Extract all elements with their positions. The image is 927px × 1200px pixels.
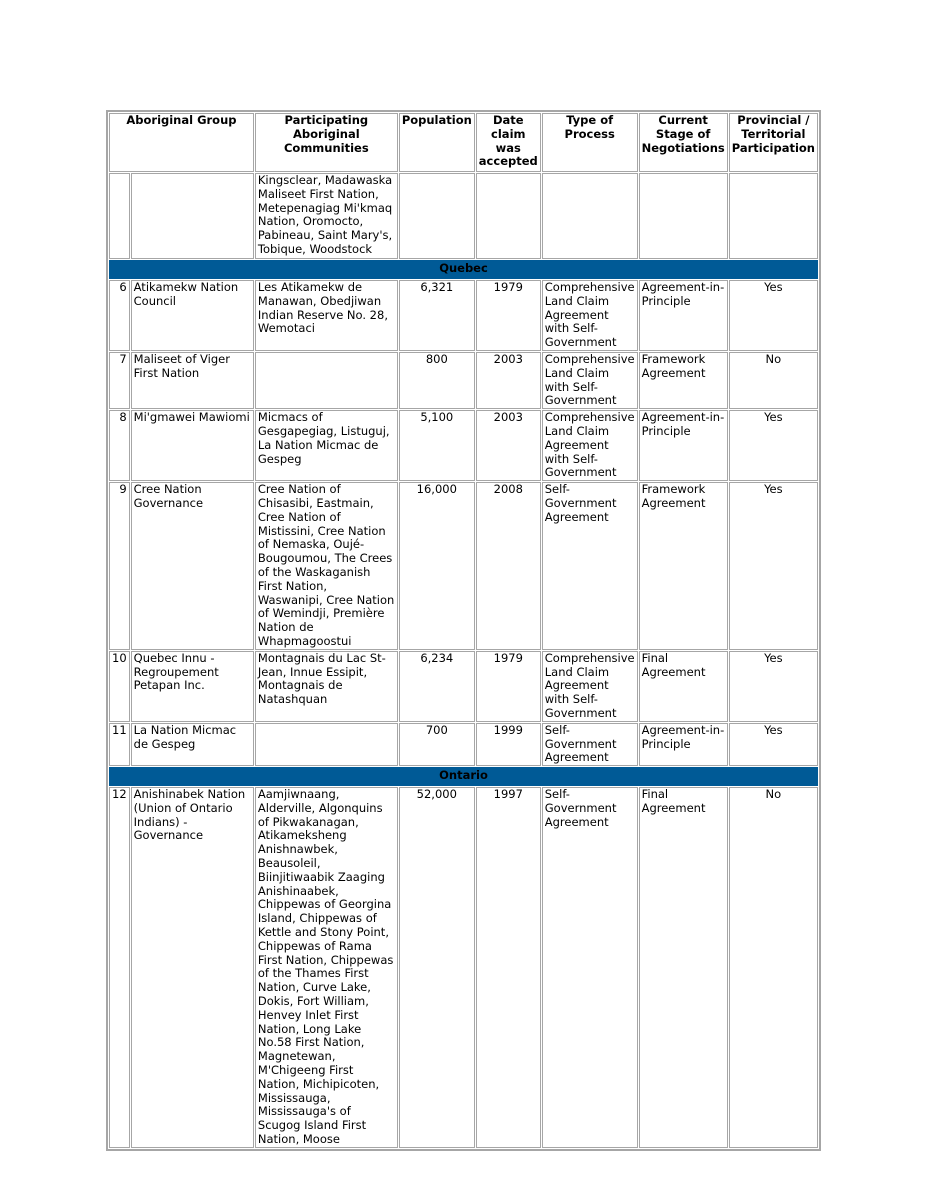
header-current-stage: Current Stage of Negotiations [639,113,728,172]
group-cell: Quebec Innu - Regroupement Petapan Inc. [131,651,254,722]
communities-cell [255,352,398,409]
communities-cell: Montagnais du Lac St-Jean, Innue Essipit, Montagnais de Natashquan [255,651,398,722]
header-participation: Provincial / Territorial Participation [729,113,818,172]
participation-cell: Yes [729,410,818,481]
participation-cell: Yes [729,651,818,722]
process-cell: Comprehensive Land Claim Agreement with Self-Government [542,410,638,481]
table-row [109,723,818,766]
group-cell: Cree Nation Governance [131,482,254,650]
population-cell: 800 [399,352,475,409]
header-communities: Participating Aboriginal Communities [255,113,398,172]
section-header-ontario [109,767,818,786]
group-cell: Anishinabek Nation (Union of Ontario Indians) - Governance [131,787,254,1148]
population-cell: 6,321 [399,280,475,351]
population-cell: 5,100 [399,410,475,481]
stage-cell: Framework Agreement [639,352,728,409]
table-cell [476,173,541,259]
table-cell [639,173,728,259]
date-cell: 2003 [476,352,541,409]
row-number: 9 [109,482,130,650]
header-row [109,113,818,172]
table-cell [729,173,818,259]
process-cell: Self-Government Agreement [542,723,638,766]
table-cell [542,173,638,259]
header-date-accepted: Date claim was accepted [476,113,541,172]
table-row [109,410,818,481]
process-cell: Self-Government Agreement [542,482,638,650]
row-number: 12 [109,787,130,1148]
stage-cell: Final Agreement [639,787,728,1148]
header-population: Population [399,113,475,172]
process-cell: Comprehensive Land Claim Agreement with Self-Government [542,651,638,722]
communities-cell [255,723,398,766]
header-type-of-process: Type of Process [542,113,638,172]
group-cell: Mi'gmawei Mawiomi [131,410,254,481]
table-row [109,651,818,722]
participation-cell: No [729,352,818,409]
table-row [109,482,818,650]
stage-cell: Agreement-in-Principle [639,723,728,766]
group-cell: Atikamekw Nation Council [131,280,254,351]
communities-cell: Kingsclear, Madawaska Maliseet First Nation, Metepenagiag Mi'kmaq Nation, Oromocto, Pabineau, Saint Mary's, Tobique, Woodstock [255,173,398,259]
table-cell [109,173,130,259]
communities-cell: Aamjiwnaang, Alderville, Algonquins of Pikwakanagan, Atikameksheng Anishnawbek, Beausoleil, Biinjitiwaabik Zaaging Anishinaabek, Chippewas of Georgina Island, Chippewas of Kettle and Stony Point, Chippewas of Rama First Nation, Chippewas of the Thames First Nation, Curve Lake, Dokis, Fort William, Henvey Inlet First Nation, Long Lake No.58 First Nation, Magnetewan, M'Chigeeng First Nation, Michipicoten, Mississauga, Mississauga's of Scugog Island First Nation, Moose [255,787,398,1148]
population-cell: 16,000 [399,482,475,650]
participation-cell: Yes [729,482,818,650]
date-cell: 2003 [476,410,541,481]
table-cell [399,173,475,259]
stage-cell: Framework Agreement [639,482,728,650]
population-cell: 6,234 [399,651,475,722]
communities-cell: Micmacs of Gesgapegiag, Listuguj, La Nation Micmac de Gespeg [255,410,398,481]
date-cell: 2008 [476,482,541,650]
communities-cell: Cree Nation of Chisasibi, Eastmain, Cree Nation of Mistissini, Cree Nation of Nemaska, Oujé-Bougoumou, The Crees of the Waskaganish First Nation, Waswanipi, Cree Nation of Wemindji, Première Nation de Whapmagoostui [255,482,398,650]
row-number: 11 [109,723,130,766]
date-cell: 1999 [476,723,541,766]
participation-cell: Yes [729,280,818,351]
stage-cell: Agreement-in-Principle [639,280,728,351]
process-cell: Comprehensive Land Claim Agreement with Self-Government [542,280,638,351]
land-claims-table [106,110,821,1151]
group-cell: Maliseet of Viger First Nation [131,352,254,409]
date-cell: 1979 [476,651,541,722]
section-title: Quebec [109,260,818,279]
row-number: 8 [109,410,130,481]
stage-cell: Final Agreement [639,651,728,722]
group-cell: La Nation Micmac de Gespeg [131,723,254,766]
date-cell: 1997 [476,787,541,1148]
table-row [109,352,818,409]
population-cell: 52,000 [399,787,475,1148]
continuation-row [109,173,818,259]
section-title: Ontario [109,767,818,786]
stage-cell: Agreement-in-Principle [639,410,728,481]
participation-cell: Yes [729,723,818,766]
process-cell: Self-Government Agreement [542,787,638,1148]
date-cell: 1979 [476,280,541,351]
row-number: 7 [109,352,130,409]
process-cell: Comprehensive Land Claim with Self-Government [542,352,638,409]
communities-cell: Les Atikamekw de Manawan, Obedjiwan Indian Reserve No. 28, Wemotaci [255,280,398,351]
table-row [109,280,818,351]
table-row [109,787,818,1148]
row-number: 10 [109,651,130,722]
header-aboriginal-group: Aboriginal Group [109,113,254,172]
participation-cell: No [729,787,818,1148]
section-header-quebec [109,260,818,279]
row-number: 6 [109,280,130,351]
table-cell [131,173,254,259]
population-cell: 700 [399,723,475,766]
